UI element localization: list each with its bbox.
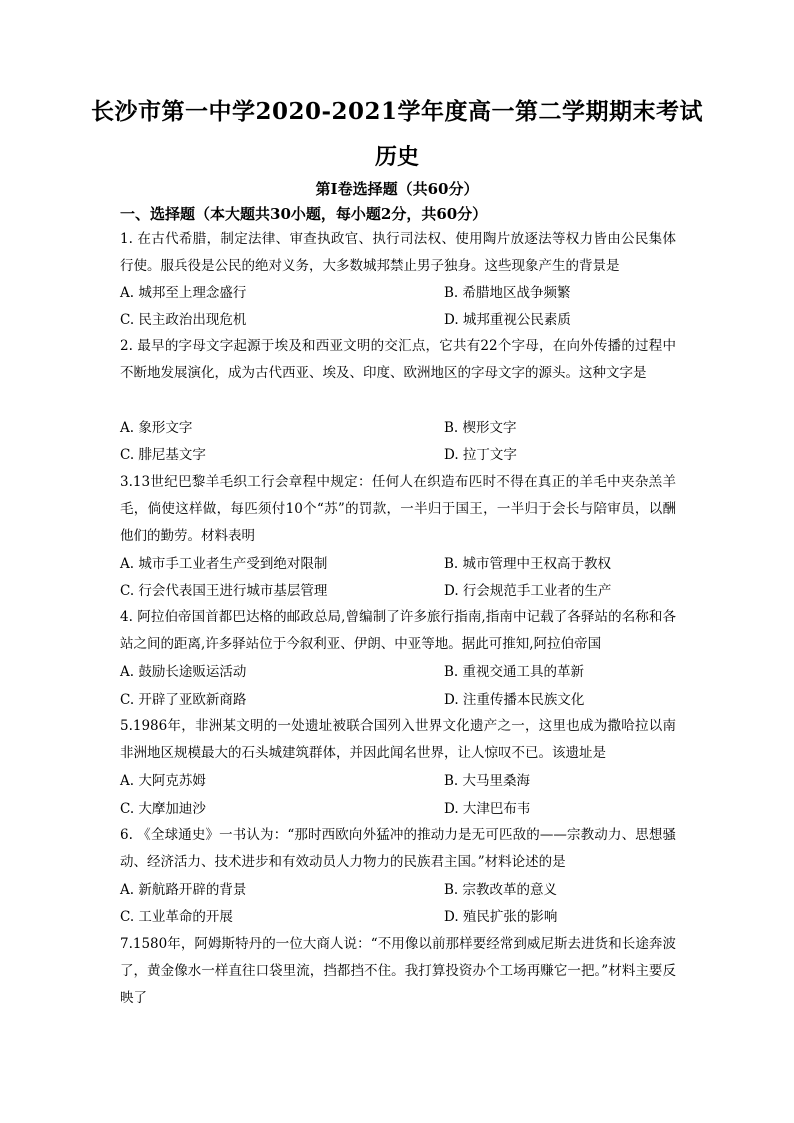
question-4-option-d: D. 注重传播本民族文化 <box>444 692 585 708</box>
question-4-option-a: A. 鼓励长途贩运活动 <box>120 664 247 680</box>
question-6-option-b: B. 宗教改革的意义 <box>444 882 558 898</box>
question-5-stem: 5.1986年，非洲某文明的一处遗址被联合国列入世界文化遗产之一，这里也成为撒哈拉以南非洲地区规模最大的石头城建筑群体，并因此闻名世界，让人惊叹不已。该遗址是 <box>120 718 676 761</box>
question-1-option-b: B. 希腊地区战争频繁 <box>444 285 571 301</box>
question-2-option-d: D. 拉丁文字 <box>444 447 517 463</box>
volume-heading: 第I卷选择题（共60分） <box>315 180 479 198</box>
exam-title: 长沙市第一中学2020-2021学年度高一第二学期期末考试 <box>90 98 704 125</box>
question-7-stem: 7.1580年，阿姆斯特丹的一位大商人说：“不用像以前那样要经常到威尼斯去进货和长途奔波了，黄金像水一样直往口袋里流，挡都挡不住。我打算投资办个工场再赚它一把。”材料主要反映了 <box>120 936 676 1006</box>
question-2-option-c: C. 腓尼基文字 <box>120 447 206 463</box>
question-5-option-b: B. 大马里桑海 <box>444 773 531 789</box>
question-2-option-b: B. 楔形文字 <box>444 420 517 436</box>
question-4-option-b: B. 重视交通工具的革新 <box>444 664 585 680</box>
section-heading: 一、选择题（本大题共30小题，每小题2分，共60分） <box>120 205 488 223</box>
question-3-option-a: A. 城市手工业者生产受到绝对限制 <box>120 556 328 572</box>
question-2-option-a: A. 象形文字 <box>120 420 193 436</box>
question-6-option-c: C. 工业革命的开展 <box>120 909 233 925</box>
subject-heading: 历史 <box>374 144 419 170</box>
question-1-option-a: A. 城邦至上理念盛行 <box>120 285 247 301</box>
question-6-option-d: D. 殖民扩张的影响 <box>444 909 558 925</box>
question-5-option-c: C. 大摩加迪沙 <box>120 801 206 817</box>
question-1-option-c: C. 民主政治出现危机 <box>120 312 247 328</box>
question-4-stem: 4. 阿拉伯帝国首都巴达格的邮政总局,曾编制了许多旅行指南,指南中记载了各驿站的名称和各站之间的距离,许多驿站位于今叙利亚、伊朗、中亚等地。据此可推知,阿拉伯帝国 <box>120 609 676 652</box>
question-1-option-d: D. 城邦重视公民素质 <box>444 312 571 328</box>
question-5-option-a: A. 大阿克苏姆 <box>120 773 206 789</box>
question-3-stem: 3.13世纪巴黎羊毛织工行会章程中规定：任何人在织造布匹时不得在真正的羊毛中夹杂羔羊毛，倘使这样做，每匹须付10个“苏”的罚款，一半归于国王，一半归于会长与陪审员，以酬他们的勤劳。材料表明 <box>120 474 676 544</box>
question-3-option-c: C. 行会代表国王进行城市基层管理 <box>120 583 328 599</box>
question-3-option-b: B. 城市管理中王权高于教权 <box>444 556 612 572</box>
question-6-option-a: A. 新航路开辟的背景 <box>120 882 247 898</box>
question-3-option-d: D. 行会规范手工业者的生产 <box>444 583 612 599</box>
question-4-option-c: C. 开辟了亚欧新商路 <box>120 692 247 708</box>
question-1-stem: 1. 在古代希腊，制定法律、审查执政官、执行司法权、使用陶片放逐法等权力皆由公民集体行使。服兵役是公民的绝对义务，大多数城邦禁止男子独身。这些现象产生的背景是 <box>120 231 676 274</box>
question-6-stem: 6. 《全球通史》一书认为：“那时西欧向外猛冲的推动力是无可匹敌的——宗教动力、思想骚动、经济活力、技术进步和有效动员人力物力的民族君主国。”材料论述的是 <box>120 827 676 870</box>
question-5-option-d: D. 大津巴布韦 <box>444 801 531 817</box>
question-2-stem: 2. 最早的字母文字起源于埃及和西亚文明的交汇点，它共有22个字母，在向外传播的过程中不断地发展演化，成为古代西亚、埃及、印度、欧洲地区的字母文字的源头。这种文字是 <box>120 338 676 381</box>
